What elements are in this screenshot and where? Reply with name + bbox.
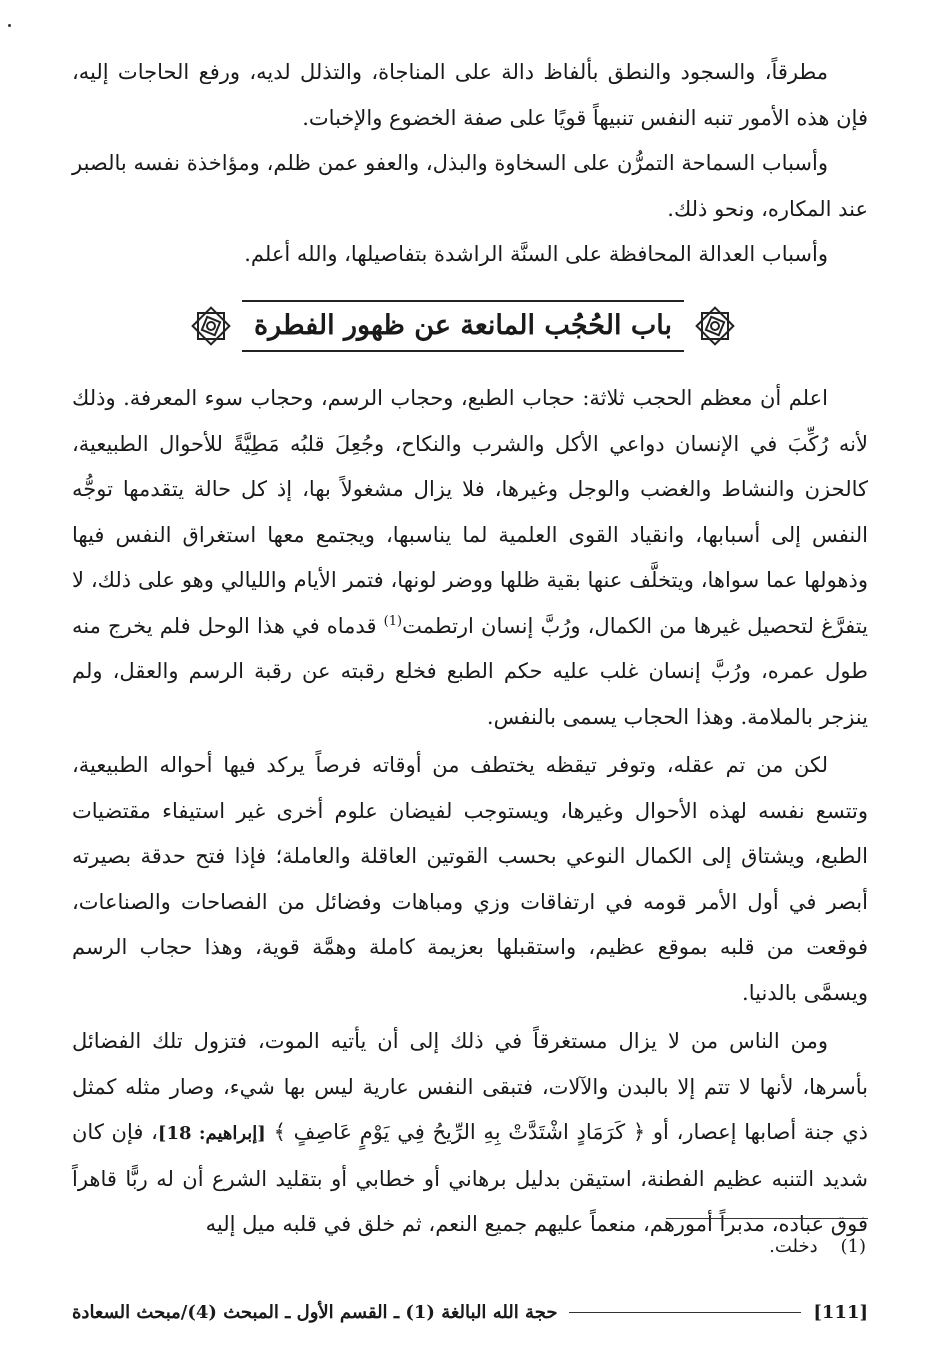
chapter-title: باب الحُجُب المانعة عن ظهور الفطرة — [242, 300, 684, 352]
footer-divider — [569, 1312, 801, 1313]
star-ornament-icon — [692, 303, 738, 349]
footnote-marker[interactable]: (1) — [383, 613, 403, 629]
main-text-block — [72, 376, 868, 1248]
page-footer — [72, 1292, 868, 1332]
footnote-text: دخلت. — [769, 1236, 818, 1257]
paragraph-custom-veil: لكن من تم عقله، وتوفر تيقظه يختطف من أوقاته فرصاً يركد فيها أحواله الطبيعية، وتتسع نفسه لهذه الأحوال وغيرها، ويستوجب لفيضان علوم أخرى غير استيفاء مقتضيات الطبع، ويشتاق إلى الكمال النوعي بحسب القوتين العاقلة والعاملة؛ فإذا فتح حدقة بصيرته أبصر في أول الأمر قومه في ارتفاقات وزي ومباهات وفضائل من الفصاحات والصناعات، فوقعت من قلبه بموقع عظيم، واستقبلها بعزيمة كاملة وهمَّة قوية، وهذا حجاب الرسم ويسمَّى بالدنيا. — [72, 753, 868, 1005]
quran-quote: ﴿ كَرَمَادٍ اشْتَدَّتْ بِهِ الرِّيحُ فِي يَوْمٍ عَاصِفٍ ﴾ — [273, 1120, 646, 1144]
running-title: حجة الله البالغة (1) ـ القسم الأول ـ المبحث (4)/مبحث السعادة — [72, 1301, 558, 1323]
paragraph-text: قدماه في هذا الوحل فلم يخرج منه طول عمره، ورُبَّ إنسان غلب عليه حكم الطبع فخلع رقبته عن رقبة الرسم والعقل، ولم ينزجر بالملامة. وهذا الحجاب يسمى بالنفس. — [72, 613, 868, 729]
top-text-block — [72, 50, 868, 278]
quran-reference: [إبراهيم: 18] — [157, 1123, 266, 1144]
footnote-number: (1) — [840, 1236, 866, 1257]
star-ornament-icon — [188, 303, 234, 349]
paragraph-veils-intro — [72, 376, 868, 740]
paragraph-text: ومن الناس من لا يزال مستغرقاً في ذلك إلى أن يأتيه الموت، فتزول تلك الفضائل بأسرها، لأنها لا تتم إلا بالبدن والآلات، فتبقى النفس عارية ليس بها شيء، وصار مثله كمثل ذي جنة أصابها إعصار، أو — [72, 1029, 868, 1144]
chapter-heading — [188, 296, 738, 356]
page-number: [111] — [813, 1301, 868, 1323]
paragraph-text: ، فإن كان شديد التنبه عظيم الفطنة، استيقن بدليل برهاني أو خطابي أو بتقليد الشرع أن له ربًّا قاهراً فوق عباده، مدبراً أمورهم، منعماً عليهم جميع النعم، ثم خلق في قلبه ميل إليه — [72, 1120, 868, 1236]
footnote-divider — [666, 1218, 868, 1219]
footnote — [769, 1230, 866, 1264]
corner-dot — [8, 24, 11, 27]
paragraph-submission: مطرقاً، والسجود والنطق بألفاظ دالة على المناجاة، والتذلل لديه، ورفع الحاجات إليه، فإن هذه الأمور تنبه النفس تنبيهاً قويًا على صفة الخضوع والإخبات. — [72, 60, 868, 130]
paragraph-knowledge-veil — [72, 1019, 868, 1248]
paragraph-text: اعلم أن معظم الحجب ثلاثة: حجاب الطبع، وحجاب الرسم، وحجاب سوء المعرفة. وذلك لأنه رُكِّبَ في الإنسان دواعي الأكل والشرب والنكاح، وجُعِلَ قلبُه مَطِيَّةً للأحوال الطبيعية، كالحزن والنشاط والغضب والوجل وغيرها، فلا يزال مشغولاً بها، إذ كل حالة يتقدمها توجُّه النفس إلى أسبابها، وانقياد القوى العلمية لما يناسبها، ويجتمع معها استغراق النفس فيها وذهولها عما سواها، ويتخلَّف عنها بقية ظلها ووضر لونها، فتمر الأيام والليالي وهو على ذلك، لا يتفرَّغ لتحصيل غيرها من الكمال، ورُبَّ إنسان ارتطمت — [72, 386, 868, 638]
paragraph-generosity: وأسباب السماحة التمرُّن على السخاوة والبذل، والعفو عمن ظلم، ومؤاخذة نفسه بالصبر عند المكاره، ونحو ذلك. — [72, 151, 868, 221]
paragraph-justice: وأسباب العدالة المحافظة على السنَّة الراشدة بتفاصيلها، والله أعلم. — [244, 242, 828, 266]
